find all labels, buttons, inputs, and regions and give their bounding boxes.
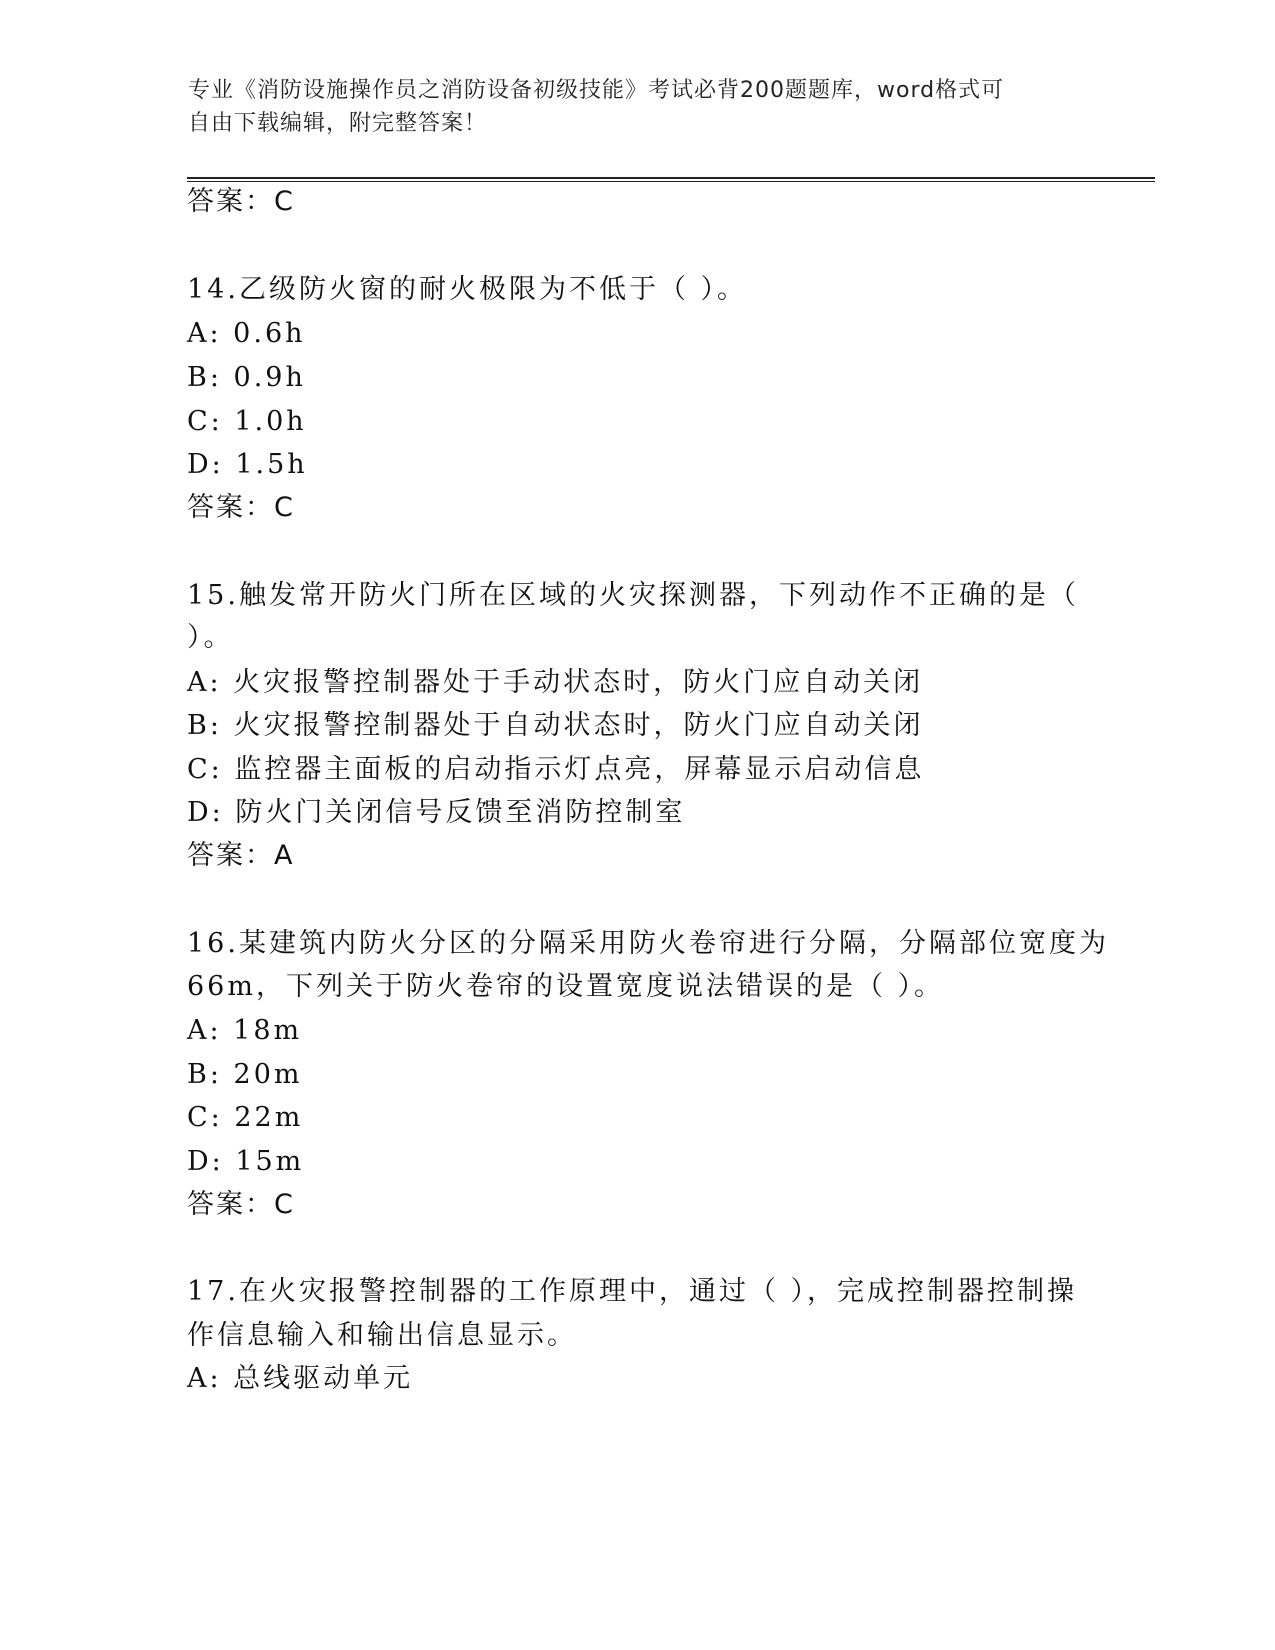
question-16-option-a: A: 18m — [187, 1015, 303, 1046]
document-header — [188, 74, 1068, 140]
question-16-answer: 答案：C — [187, 1189, 295, 1220]
header-line-1: 专业《消防设施操作员之消防设备初级技能》考试必背200题题库，word格式可 — [188, 78, 1005, 103]
question-16-option-b: B: 20m — [187, 1059, 303, 1090]
header-divider — [187, 177, 1155, 182]
question-14-option-d: D: 1.5h — [187, 449, 308, 480]
question-17-option-a: A: 总线驱动单元 — [187, 1363, 414, 1394]
question-17-stem-line-2: 作信息输入和输出信息显示。 — [187, 1320, 577, 1351]
question-15-answer: 答案：A — [187, 840, 295, 871]
question-15-option-a: A: 火灾报警控制器处于手动状态时，防火门应自动关闭 — [187, 667, 924, 698]
question-15-option-d: D: 防火门关闭信号反馈至消防控制室 — [187, 797, 686, 828]
header-line-2: 自由下载编辑，附完整答案！ — [188, 111, 488, 136]
question-16-option-d: D: 15m — [187, 1146, 305, 1177]
question-15-option-b: B: 火灾报警控制器处于自动状态时，防火门应自动关闭 — [187, 710, 924, 741]
question-14-option-b: B: 0.9h — [187, 362, 306, 393]
question-15-stem-line-1: 15.触发常开防火门所在区域的火灾探测器，下列动作不正确的是（ — [187, 580, 1079, 611]
question-16-stem-line-2: 66m，下列关于防火卷帘的设置宽度说法错误的是（ ）。 — [187, 971, 945, 1002]
question-15-option-c: C: 监控器主面板的启动指示灯点亮，屏幕显示启动信息 — [187, 754, 925, 785]
question-14-option-c: C: 1.0h — [187, 406, 307, 437]
question-14-option-a: A: 0.6h — [187, 318, 306, 349]
question-16-option-c: C: 22m — [187, 1102, 304, 1133]
answer-line: 答案：C — [187, 186, 295, 217]
question-16-stem-line-1: 16.某建筑内防火分区的分隔采用防火卷帘进行分隔，分隔部位宽度为 — [187, 928, 1109, 959]
question-15-stem-line-2: ）。 — [187, 622, 234, 653]
question-14-stem: 14.乙级防火窗的耐火极限为不低于（ ）。 — [187, 274, 748, 305]
question-14-answer: 答案：C — [187, 492, 295, 523]
question-17-stem-line-1: 17.在火灾报警控制器的工作原理中，通过（ ），完成控制器控制操 — [187, 1276, 1078, 1307]
